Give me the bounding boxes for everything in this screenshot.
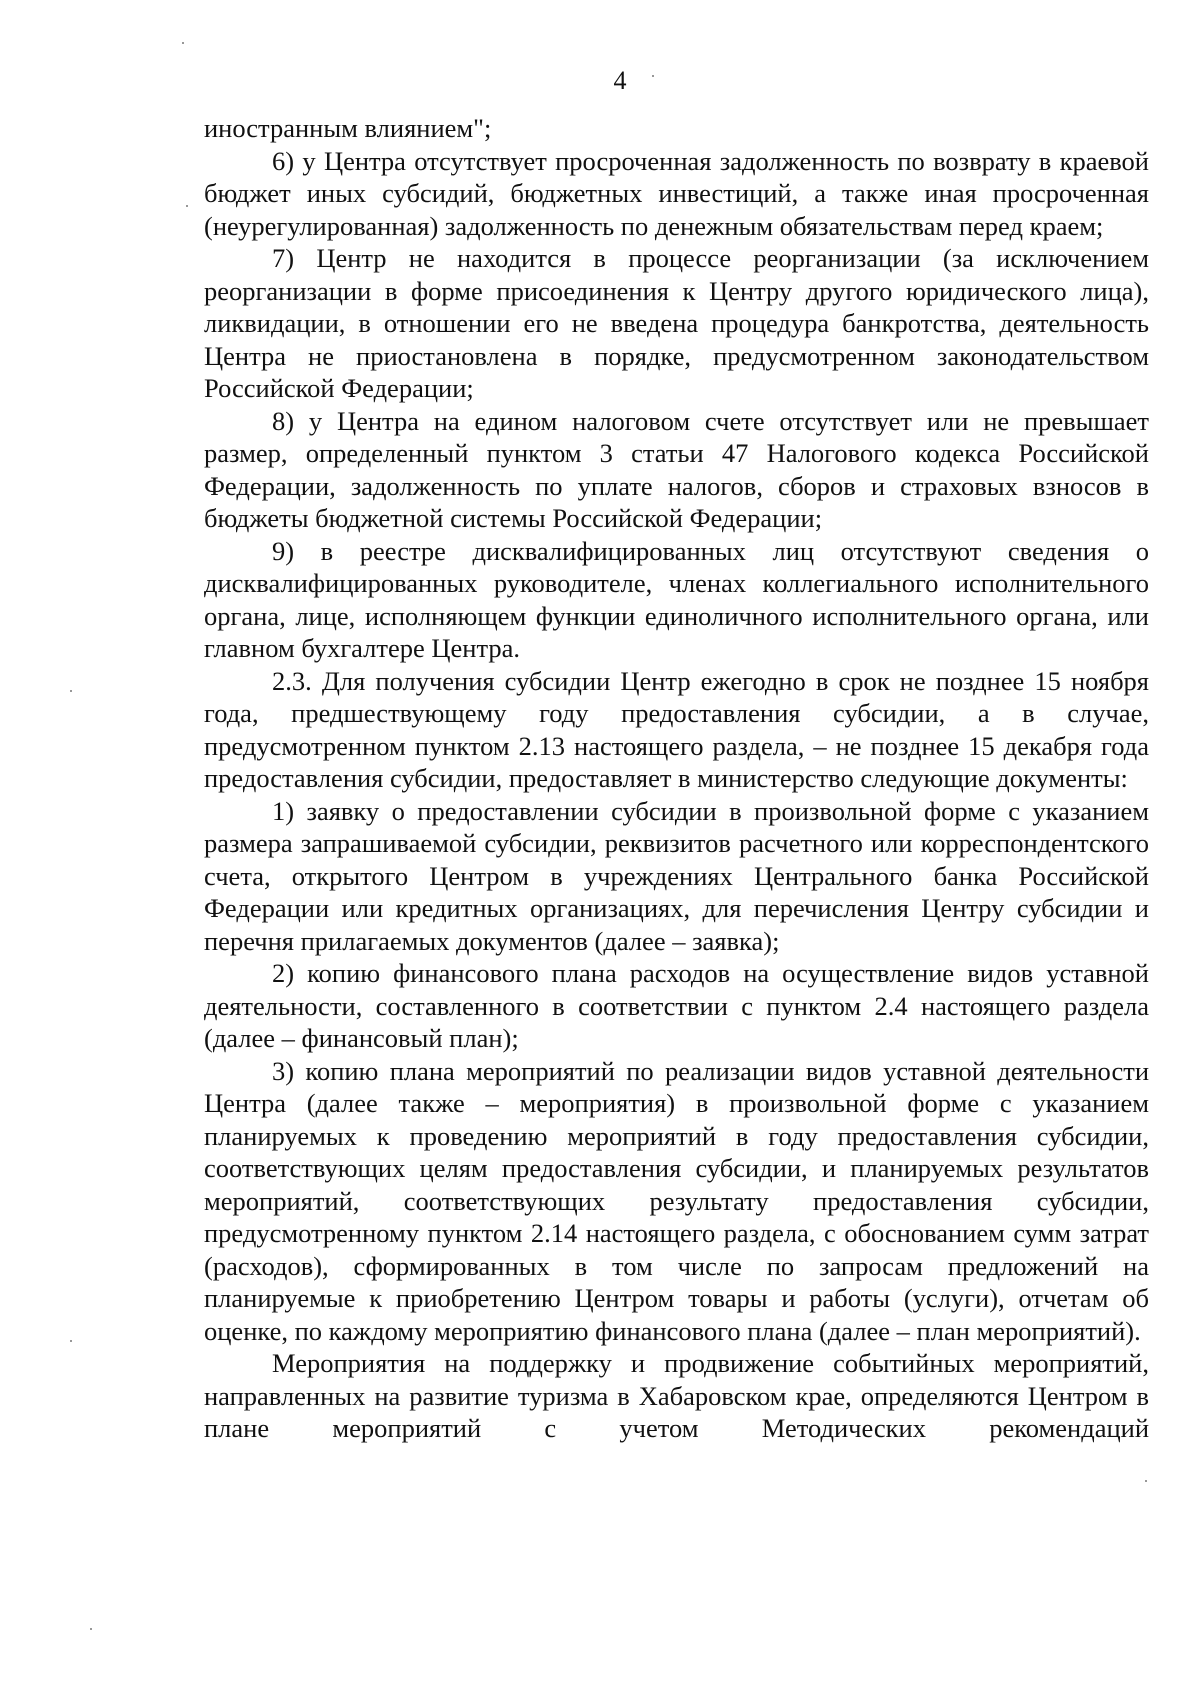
page-number: 4 bbox=[613, 66, 627, 95]
scan-speck bbox=[70, 690, 72, 692]
paragraph-item-7: 7) Центр не находится в процессе реорганизации (за исключением реорганизации в форме присоединения к Центру другого юридического лица), ликвидации, в отношении его не введена процедура банкротства, деятельность Центра не приостановлена в порядке, предусмотренном законодательством Российской Федерации; bbox=[204, 243, 1149, 403]
paragraph-doc-2: 2) копию финансового плана расходов на осуществление видов уставной деятельности, составленного в соответствии с пунктом 2.4 настоящего раздела (далее – финансовый план); bbox=[204, 958, 1149, 1053]
paragraph-item-8: 8) у Центра на едином налоговом счете отсутствует или не превышает размер, определенный пунктом 3 статьи 47 Налогового кодекса Российской Федерации, задолженность по уплате налогов, сборов и страховых взносов в бюджеты бюджетной системы Российской Федерации; bbox=[204, 405, 1149, 533]
scan-speck bbox=[90, 1628, 92, 1630]
paragraph-doc-3: 3) копию плана мероприятий по реализации видов уставной деятельности Центра (далее также – мероприятия) в произвольной форме с указанием планируемых к проведению мероприятий в году предоставления субсидии, соответствующих целям предоставления субсидии, и планируемых результатов мероприятий, соответствующих результату предоставления субсидии, предусмотренному пунктом 2.14 настоящего раздела, с обоснованием сумм затрат (расходов), сформированных в том числе по запросам предложений на планируемые к приобретению Центром товары и работы (услуги), отчетам об оценке, по каждому мероприятию финансового плана (далее – план мероприятий). bbox=[204, 1055, 1149, 1346]
paragraph-item-9: 9) в реестре дисквалифицированных лиц отсутствуют сведения о дисквалифицированных руководителе, членах коллегиального исполнительного органа, лице, исполняющем функции единоличного исполнительного органа, или главном бухгалтере Центра. bbox=[204, 535, 1149, 663]
scan-speck bbox=[652, 75, 654, 77]
paragraph-continuation: иностранным влиянием"; bbox=[204, 113, 492, 143]
paragraph-events: Мероприятия на поддержку и продвижение событийных мероприятий, направленных на развитие туризма в Хабаровском крае, определяются Центром в плане мероприятий с учетом Методических рекомендаций bbox=[204, 1348, 1149, 1443]
scan-speck bbox=[1145, 1480, 1147, 1482]
document-body bbox=[204, 112, 1149, 1445]
scan-speck bbox=[182, 42, 184, 44]
scan-speck bbox=[70, 1340, 72, 1342]
paragraph-doc-1: 1) заявку о предоставлении субсидии в произвольной форме с указанием размера запрашиваемой субсидии, реквизитов расчетного или корреспондентского счета, открытого Центром в учреждениях Центрального банка Российской Федерации или кредитных организациях, для перечисления Центру субсидии и перечня прилагаемых документов (далее – заявка); bbox=[204, 795, 1149, 956]
paragraph-section-2-3: 2.3. Для получения субсидии Центр ежегодно в срок не позднее 15 ноября года, предшествующему году предоставления субсидии, а в случае, предусмотренном пунктом 2.13 настоящего раздела, – не позднее 15 декабря года предоставления субсидии, предоставляет в министерство следующие документы: bbox=[204, 665, 1149, 793]
scan-speck bbox=[186, 205, 188, 207]
paragraph-item-6: 6) у Центра отсутствует просроченная задолженность по возврату в краевой бюджет иных субсидий, бюджетных инвестиций, а также иная просроченная (неурегулированная) задолженность по денежным обязательствам перед краем; bbox=[204, 145, 1149, 241]
